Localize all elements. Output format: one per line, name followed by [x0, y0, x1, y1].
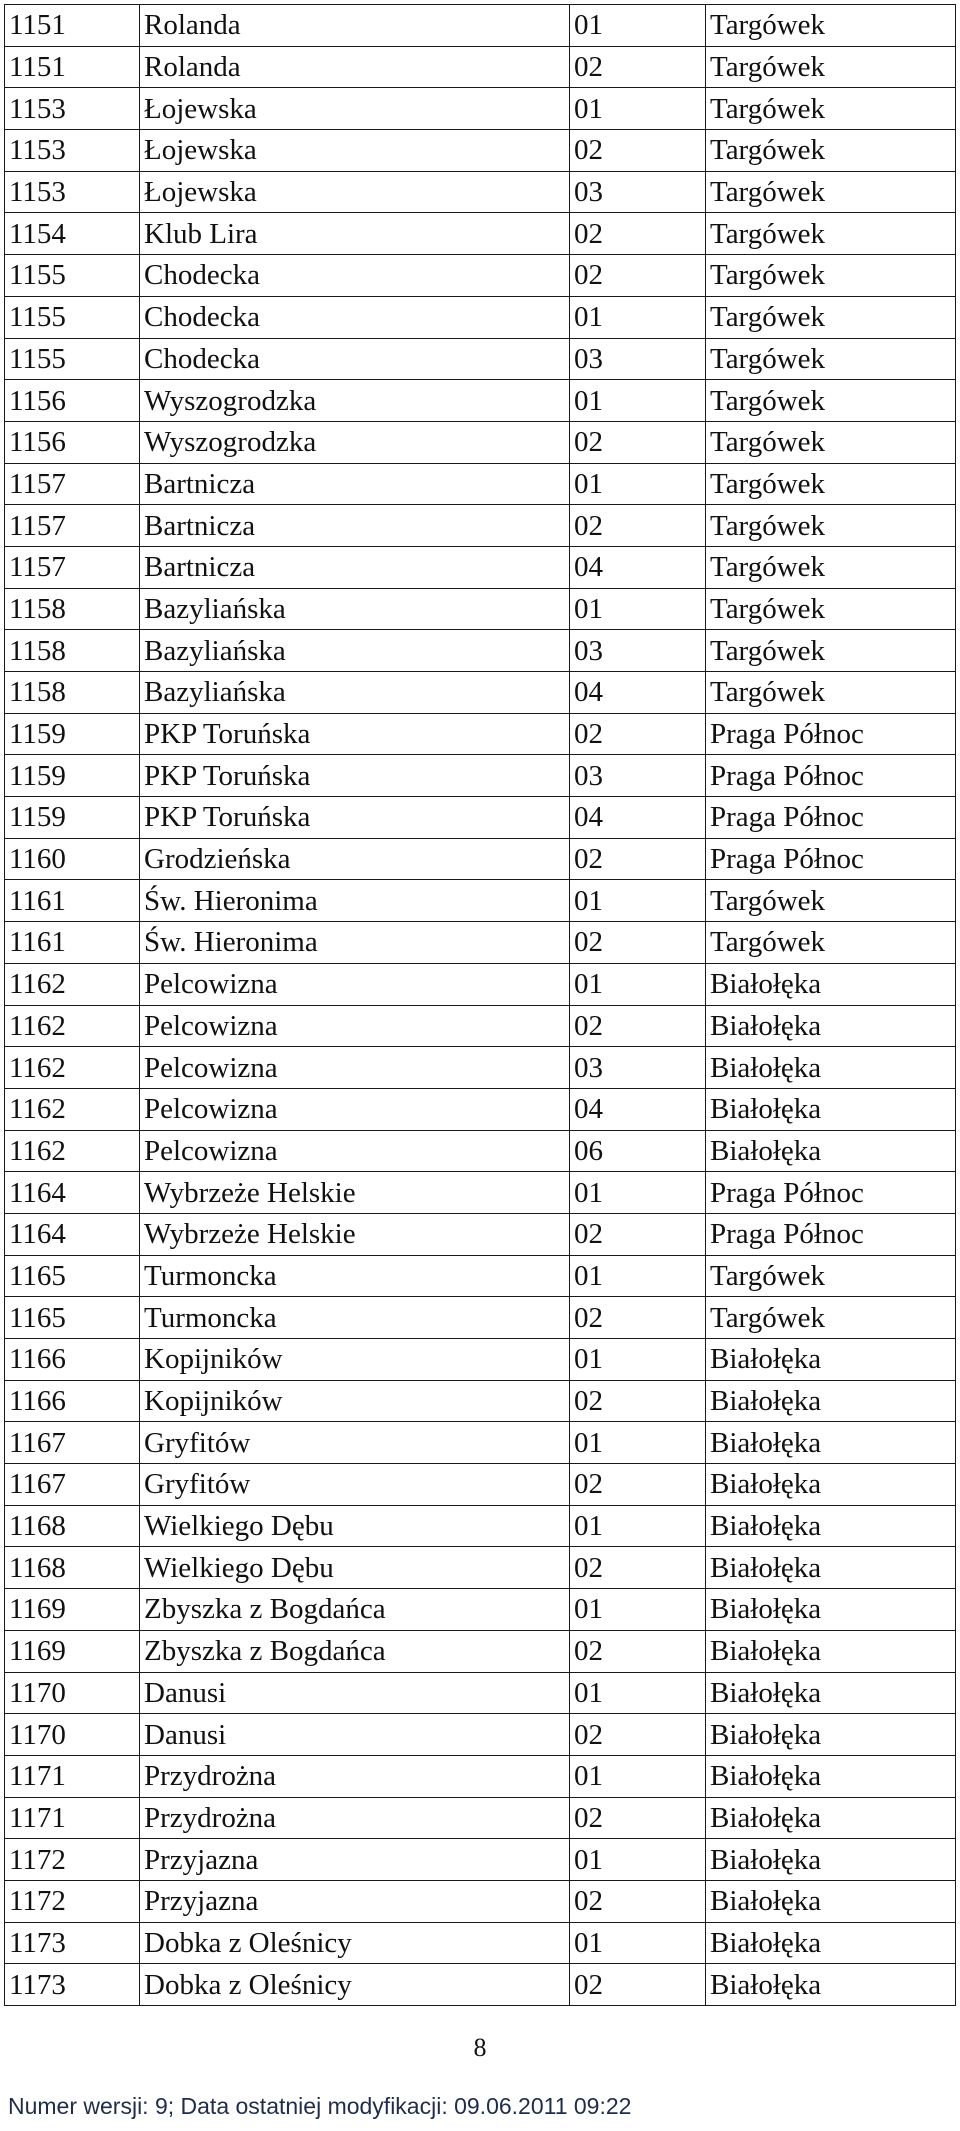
table-row [5, 5, 956, 47]
district-cell: Praga Północ [706, 1172, 956, 1214]
district-cell: Targówek [706, 672, 956, 714]
district-cell: Białołęka [706, 1088, 956, 1130]
stop-number-cell: 1158 [5, 630, 140, 672]
stop-number-cell: 1158 [5, 588, 140, 630]
district-cell: Białołęka [706, 1880, 956, 1922]
street-name-cell: Wybrzeże Helskie [140, 1213, 570, 1255]
table-row [5, 1630, 956, 1672]
street-name-cell: Gryfitów [140, 1422, 570, 1464]
stop-number-cell: 1159 [5, 797, 140, 839]
post-code-cell: 02 [570, 922, 706, 964]
stop-number-cell: 1162 [5, 963, 140, 1005]
table-row [5, 1714, 956, 1756]
post-code-cell: 02 [570, 505, 706, 547]
table-row [5, 1172, 956, 1214]
table-row [5, 1339, 956, 1381]
post-code-cell: 04 [570, 1088, 706, 1130]
stop-number-cell: 1153 [5, 88, 140, 130]
post-code-cell: 01 [570, 380, 706, 422]
stop-number-cell: 1161 [5, 880, 140, 922]
table-row [5, 380, 956, 422]
version-footer: Numer wersji: 9; Data ostatniej modyfikacji: 09.06.2011 09:22 [8, 2093, 632, 2119]
street-name-cell: Bazyliańska [140, 630, 570, 672]
stop-number-cell: 1173 [5, 1964, 140, 2006]
post-code-cell: 02 [570, 1213, 706, 1255]
street-name-cell: Chodecka [140, 296, 570, 338]
table-row [5, 880, 956, 922]
stop-number-cell: 1164 [5, 1172, 140, 1214]
stop-number-cell: 1157 [5, 505, 140, 547]
table-row [5, 505, 956, 547]
district-cell: Praga Północ [706, 755, 956, 797]
district-cell: Białołęka [706, 1380, 956, 1422]
street-name-cell: Bartnicza [140, 546, 570, 588]
post-code-cell: 06 [570, 1130, 706, 1172]
street-name-cell: Gryfitów [140, 1464, 570, 1506]
post-code-cell: 02 [570, 1880, 706, 1922]
table-row [5, 1839, 956, 1881]
table-row [5, 1964, 956, 2006]
street-name-cell: Turmoncka [140, 1297, 570, 1339]
stop-number-cell: 1166 [5, 1380, 140, 1422]
street-name-cell: Grodzieńska [140, 838, 570, 880]
stop-number-cell: 1157 [5, 546, 140, 588]
table-row [5, 1088, 956, 1130]
district-cell: Targówek [706, 880, 956, 922]
table-row [5, 1297, 956, 1339]
street-name-cell: Pelcowizna [140, 1088, 570, 1130]
table-row [5, 171, 956, 213]
table-row [5, 963, 956, 1005]
stop-number-cell: 1153 [5, 130, 140, 172]
stop-number-cell: 1169 [5, 1630, 140, 1672]
table-row [5, 338, 956, 380]
street-name-cell: Wyszogrodzka [140, 421, 570, 463]
post-code-cell: 03 [570, 630, 706, 672]
street-name-cell: PKP Toruńska [140, 713, 570, 755]
district-cell: Praga Północ [706, 797, 956, 839]
stop-number-cell: 1159 [5, 755, 140, 797]
stop-number-cell: 1167 [5, 1464, 140, 1506]
street-name-cell: Łojewska [140, 88, 570, 130]
district-cell: Targówek [706, 922, 956, 964]
district-cell: Targówek [706, 171, 956, 213]
table-row [5, 255, 956, 297]
district-cell: Białołęka [706, 1047, 956, 1089]
street-name-cell: Przydrożna [140, 1755, 570, 1797]
street-name-cell: Wielkiego Dębu [140, 1505, 570, 1547]
post-code-cell: 01 [570, 1339, 706, 1381]
stop-number-cell: 1166 [5, 1339, 140, 1381]
post-code-cell: 01 [570, 1172, 706, 1214]
table-row [5, 1005, 956, 1047]
post-code-cell: 02 [570, 1714, 706, 1756]
stop-number-cell: 1151 [5, 5, 140, 47]
table-row [5, 296, 956, 338]
street-name-cell: Wielkiego Dębu [140, 1547, 570, 1589]
post-code-cell: 04 [570, 546, 706, 588]
post-code-cell: 02 [570, 1630, 706, 1672]
stop-number-cell: 1172 [5, 1839, 140, 1881]
district-cell: Białołęka [706, 1755, 956, 1797]
post-code-cell: 01 [570, 1255, 706, 1297]
stop-number-cell: 1170 [5, 1672, 140, 1714]
stop-number-cell: 1158 [5, 672, 140, 714]
street-name-cell: Bartnicza [140, 463, 570, 505]
street-name-cell: Zbyszka z Bogdańca [140, 1630, 570, 1672]
stop-number-cell: 1162 [5, 1088, 140, 1130]
district-cell: Targówek [706, 588, 956, 630]
district-cell: Białołęka [706, 1339, 956, 1381]
post-code-cell: 01 [570, 963, 706, 1005]
post-code-cell: 02 [570, 713, 706, 755]
district-cell: Targówek [706, 463, 956, 505]
table-row [5, 672, 956, 714]
stop-number-cell: 1164 [5, 1213, 140, 1255]
stop-number-cell: 1151 [5, 46, 140, 88]
post-code-cell: 01 [570, 463, 706, 505]
stop-number-cell: 1155 [5, 255, 140, 297]
post-code-cell: 01 [570, 1505, 706, 1547]
street-name-cell: Klub Lira [140, 213, 570, 255]
street-name-cell: Kopijników [140, 1380, 570, 1422]
street-name-cell: Przyjazna [140, 1880, 570, 1922]
street-name-cell: Rolanda [140, 5, 570, 47]
table-row [5, 922, 956, 964]
post-code-cell: 01 [570, 1755, 706, 1797]
post-code-cell: 04 [570, 672, 706, 714]
table-row [5, 1797, 956, 1839]
post-code-cell: 02 [570, 213, 706, 255]
post-code-cell: 02 [570, 1005, 706, 1047]
district-cell: Białołęka [706, 1672, 956, 1714]
post-code-cell: 03 [570, 171, 706, 213]
district-cell: Białołęka [706, 1714, 956, 1756]
street-name-cell: Św. Hieronima [140, 922, 570, 964]
street-name-cell: Pelcowizna [140, 1130, 570, 1172]
post-code-cell: 01 [570, 88, 706, 130]
stop-number-cell: 1156 [5, 380, 140, 422]
stop-number-cell: 1161 [5, 922, 140, 964]
stop-number-cell: 1171 [5, 1797, 140, 1839]
street-name-cell: Łojewska [140, 171, 570, 213]
table-row [5, 713, 956, 755]
table-row [5, 1755, 956, 1797]
stop-number-cell: 1168 [5, 1505, 140, 1547]
table-row [5, 213, 956, 255]
street-name-cell: Bartnicza [140, 505, 570, 547]
table-row [5, 1213, 956, 1255]
district-cell: Białołęka [706, 1797, 956, 1839]
post-code-cell: 02 [570, 838, 706, 880]
post-code-cell: 02 [570, 46, 706, 88]
district-cell: Praga Północ [706, 838, 956, 880]
street-name-cell: Danusi [140, 1672, 570, 1714]
table-row [5, 838, 956, 880]
street-name-cell: Wyszogrodzka [140, 380, 570, 422]
stop-number-cell: 1165 [5, 1297, 140, 1339]
street-name-cell: Danusi [140, 1714, 570, 1756]
street-name-cell: Pelcowizna [140, 1005, 570, 1047]
table-row [5, 797, 956, 839]
table-row [5, 1589, 956, 1631]
table-row [5, 1505, 956, 1547]
table-row [5, 46, 956, 88]
street-name-cell: Przyjazna [140, 1839, 570, 1881]
stops-table-body [5, 5, 956, 2006]
district-cell: Targówek [706, 630, 956, 672]
street-name-cell: Rolanda [140, 46, 570, 88]
post-code-cell: 01 [570, 1589, 706, 1631]
district-cell: Targówek [706, 296, 956, 338]
stop-number-cell: 1155 [5, 338, 140, 380]
district-cell: Białołęka [706, 1464, 956, 1506]
street-name-cell: Św. Hieronima [140, 880, 570, 922]
post-code-cell: 03 [570, 1047, 706, 1089]
district-cell: Targówek [706, 88, 956, 130]
stop-number-cell: 1172 [5, 1880, 140, 1922]
street-name-cell: Pelcowizna [140, 963, 570, 1005]
street-name-cell: Zbyszka z Bogdańca [140, 1589, 570, 1631]
district-cell: Białołęka [706, 1547, 956, 1589]
post-code-cell: 02 [570, 1797, 706, 1839]
district-cell: Białołęka [706, 1922, 956, 1964]
district-cell: Targówek [706, 546, 956, 588]
post-code-cell: 03 [570, 338, 706, 380]
district-cell: Białołęka [706, 1964, 956, 2006]
stop-number-cell: 1165 [5, 1255, 140, 1297]
street-name-cell: Chodecka [140, 338, 570, 380]
district-cell: Białołęka [706, 1589, 956, 1631]
stop-number-cell: 1157 [5, 463, 140, 505]
post-code-cell: 02 [570, 1380, 706, 1422]
district-cell: Targówek [706, 213, 956, 255]
table-row [5, 1255, 956, 1297]
street-name-cell: Pelcowizna [140, 1047, 570, 1089]
street-name-cell: PKP Toruńska [140, 755, 570, 797]
post-code-cell: 02 [570, 255, 706, 297]
post-code-cell: 02 [570, 421, 706, 463]
stop-number-cell: 1160 [5, 838, 140, 880]
district-cell: Białołęka [706, 1130, 956, 1172]
district-cell: Targówek [706, 255, 956, 297]
district-cell: Praga Północ [706, 713, 956, 755]
post-code-cell: 03 [570, 755, 706, 797]
district-cell: Targówek [706, 46, 956, 88]
table-row [5, 1672, 956, 1714]
post-code-cell: 02 [570, 1464, 706, 1506]
district-cell: Targówek [706, 421, 956, 463]
post-code-cell: 04 [570, 797, 706, 839]
post-code-cell: 01 [570, 1922, 706, 1964]
post-code-cell: 01 [570, 588, 706, 630]
district-cell: Białołęka [706, 1005, 956, 1047]
table-row [5, 1547, 956, 1589]
stop-number-cell: 1170 [5, 1714, 140, 1756]
table-row [5, 1047, 956, 1089]
post-code-cell: 02 [570, 130, 706, 172]
stop-number-cell: 1173 [5, 1922, 140, 1964]
street-name-cell: Przydrożna [140, 1797, 570, 1839]
street-name-cell: Bazyliańska [140, 672, 570, 714]
street-name-cell: Kopijników [140, 1339, 570, 1381]
stop-number-cell: 1169 [5, 1589, 140, 1631]
district-cell: Białołęka [706, 1422, 956, 1464]
table-row [5, 130, 956, 172]
stops-table [4, 4, 956, 2006]
page-number: 8 [473, 2033, 487, 2062]
table-row [5, 1422, 956, 1464]
stop-number-cell: 1167 [5, 1422, 140, 1464]
post-code-cell: 01 [570, 296, 706, 338]
district-cell: Targówek [706, 1297, 956, 1339]
post-code-cell: 02 [570, 1297, 706, 1339]
stop-number-cell: 1162 [5, 1047, 140, 1089]
stop-number-cell: 1168 [5, 1547, 140, 1589]
stop-number-cell: 1155 [5, 296, 140, 338]
table-row [5, 1464, 956, 1506]
district-cell: Białołęka [706, 1630, 956, 1672]
table-row [5, 755, 956, 797]
table-row [5, 1880, 956, 1922]
district-cell: Targówek [706, 1255, 956, 1297]
district-cell: Targówek [706, 505, 956, 547]
stop-number-cell: 1154 [5, 213, 140, 255]
district-cell: Praga Północ [706, 1213, 956, 1255]
stop-number-cell: 1153 [5, 171, 140, 213]
post-code-cell: 02 [570, 1964, 706, 2006]
table-row [5, 1130, 956, 1172]
post-code-cell: 01 [570, 1422, 706, 1464]
street-name-cell: Wybrzeże Helskie [140, 1172, 570, 1214]
post-code-cell: 01 [570, 5, 706, 47]
district-cell: Białołęka [706, 1839, 956, 1881]
post-code-cell: 01 [570, 1672, 706, 1714]
district-cell: Białołęka [706, 1505, 956, 1547]
post-code-cell: 02 [570, 1547, 706, 1589]
table-row [5, 630, 956, 672]
post-code-cell: 01 [570, 880, 706, 922]
district-cell: Targówek [706, 130, 956, 172]
table-row [5, 88, 956, 130]
district-cell: Białołęka [706, 963, 956, 1005]
street-name-cell: Łojewska [140, 130, 570, 172]
post-code-cell: 01 [570, 1839, 706, 1881]
stop-number-cell: 1171 [5, 1755, 140, 1797]
district-cell: Targówek [706, 380, 956, 422]
stop-number-cell: 1156 [5, 421, 140, 463]
table-row [5, 463, 956, 505]
street-name-cell: Dobka z Oleśnicy [140, 1922, 570, 1964]
stop-number-cell: 1162 [5, 1005, 140, 1047]
street-name-cell: Turmoncka [140, 1255, 570, 1297]
table-row [5, 546, 956, 588]
table-row [5, 1922, 956, 1964]
district-cell: Targówek [706, 5, 956, 47]
stop-number-cell: 1162 [5, 1130, 140, 1172]
stop-number-cell: 1159 [5, 713, 140, 755]
table-row [5, 1380, 956, 1422]
street-name-cell: Dobka z Oleśnicy [140, 1964, 570, 2006]
district-cell: Targówek [706, 338, 956, 380]
table-row [5, 421, 956, 463]
street-name-cell: PKP Toruńska [140, 797, 570, 839]
street-name-cell: Chodecka [140, 255, 570, 297]
street-name-cell: Bazyliańska [140, 588, 570, 630]
table-row [5, 588, 956, 630]
